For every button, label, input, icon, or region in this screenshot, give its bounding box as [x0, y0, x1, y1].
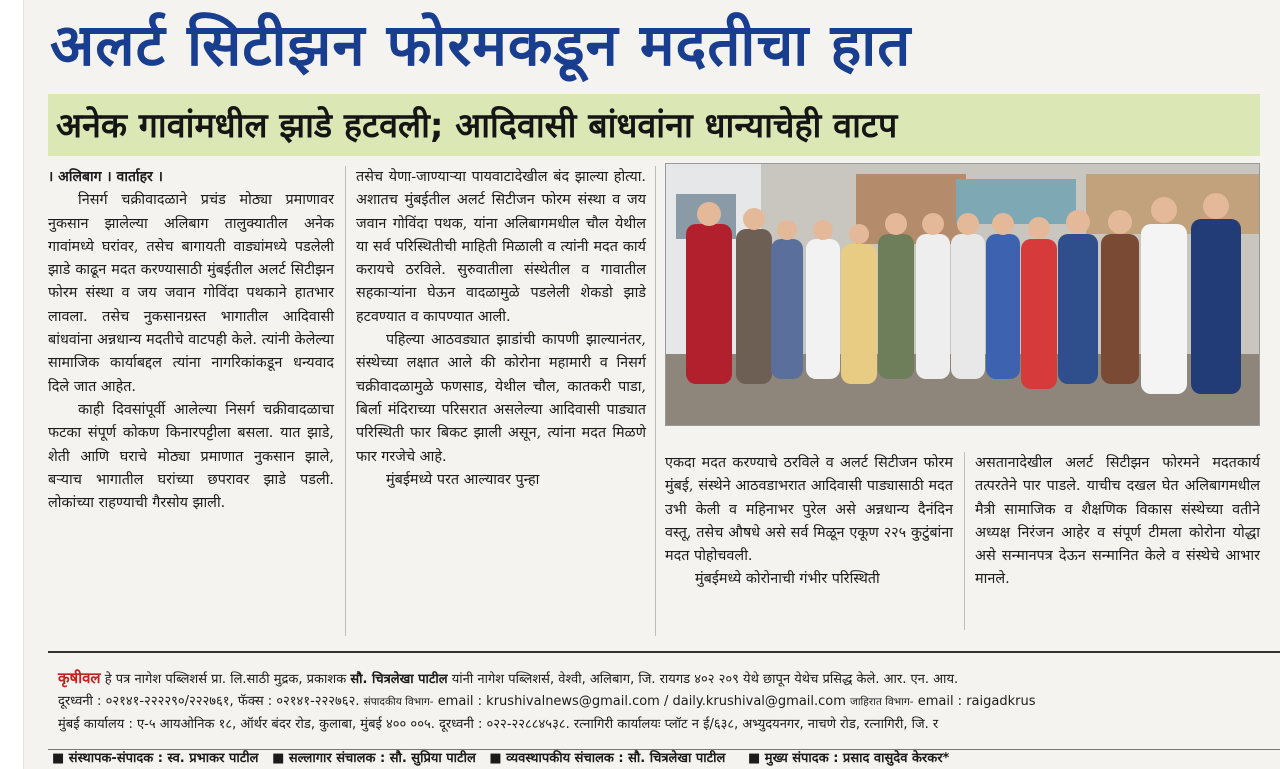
imprint-line-1	[58, 667, 958, 689]
paragraph: मुंबईमध्ये परत आल्यावर पुन्हा	[386, 471, 540, 488]
dept-label: संपादकीय विभाग-	[363, 696, 434, 708]
ads-label: जाहिरात विभाग-	[850, 696, 914, 708]
article-column-2	[356, 166, 646, 636]
group-photo	[665, 163, 1260, 426]
paragraph: तसेच येणा-जाण्याऱ्या पायवाटादेखील बंद झाल्या होत्या. अशातच मुंबईतील अलर्ट सिटीजन फोरम संस्था व जय जवान गोविंदा पथक, यांना अलिबागमधील चौल येथील या सर्व परिस्थितीची माहिती मिळाली व त्यांनी मदत कार्य करायचे ठरविले. सुरुवातीला संस्थेतील व गावातील सहकाऱ्यांना घेऊन वादळामुळे पडलेली शेकडो झाडे हटवण्यात व कापण्यात आली.	[356, 169, 646, 325]
imprint-text: यांनी नागेश पब्लिशर्स, वेश्वी, अलिबाग, जि. रायगड ४०२ २०९ येथे छापून येथेच प्रसिद्ध केले. आर. एन. आय.	[451, 672, 959, 687]
chief-editor: ■ मुख्य संपादक : प्रसाद वासुदेव केरकर*	[748, 751, 950, 766]
imprint-line-3: मुंबई कार्यालय : ए-५ आयओनिक १८, ऑर्थर बंदर रोड, कुलाबा, मुंबई ४०० ००५. दूरध्वनी : ०२२-२२८८४५३८. रत्नागिरी कार्यालयः प्लॉट न ई/६३८, अभ्युदयनगर, नाचणे रोड, रत्नागिरी, जि. र	[58, 717, 939, 732]
page-edge	[0, 0, 24, 769]
article-column-3	[665, 452, 953, 632]
paragraph: काही दिवसांपूर्वी आलेल्या निसर्ग चक्रीवादळाचा फटका संपूर्ण कोकण किनारपट्टीला बसला. यात झाडे, शेती आणि घराचे मोठ्या प्रमाणात नुकसान झाले, बऱ्याच भागातील घरांच्या छपरावर झाडे पडली. लोकांच्या राहण्याची गैरसोय झाली.	[48, 401, 334, 512]
headline: अलर्ट सिटीझन फोरमकडून मदतीचा हात	[50, 11, 912, 79]
article-column-4	[975, 452, 1260, 632]
managing-director: ■ व्यवस्थापकीय संचालक : सौ. चित्रलेखा पाटील	[489, 751, 726, 766]
editorial-email: email : krushivalnews@gmail.com / daily.krushival@gmail.com	[437, 694, 846, 709]
phone-info: दूरध्वनी : ०२१४१-२२२२९०/२२२७६१, फॅक्स : ०२१४१-२२२७६२.	[58, 694, 360, 709]
column-divider	[964, 452, 965, 630]
article-column-1	[48, 166, 334, 636]
dateline: । अलिबाग । वार्ताहर ।	[48, 169, 163, 185]
column-divider	[655, 166, 656, 636]
imprint-footer	[48, 651, 1280, 769]
imprint-line-2	[58, 691, 1035, 713]
imprint-line-4	[52, 748, 949, 769]
brand-logo: कृषीवल	[58, 669, 101, 687]
ads-email: email : raigadkrus	[917, 694, 1036, 709]
paragraph: पहिल्या आठवड्यात झाडांची कापणी झाल्यानंतर, संस्थेच्या लक्षात आले की कोरोना महामारी व निसर्ग चक्रीवादळामुळे फणसाड, येथील चौल, कातकरी पाडा, बिर्ला मंदिराच्या परिसरात असलेल्या आदिवासी पाड्यात परिस्थिती फार बिकट झाली असून, त्यांना मदत मिळणे फार गरजेचे आहे.	[356, 332, 646, 465]
subheadline: अनेक गावांमधील झाडे हटवली; आदिवासी बांधवांना धान्याचेही वाटप	[56, 106, 898, 146]
publisher-name: सौ. चित्रलेखा पाटील	[350, 672, 448, 687]
advisory-director: ■ सल्लागार संचालक : सौ. सुप्रिया पाटील	[272, 751, 476, 766]
paragraph: मुंबईमध्ये कोरोनाची गंभीर परिस्थिती	[695, 571, 880, 588]
paragraph: निसर्ग चक्रीवादळाने प्रचंड मोठ्या प्रमाणावर नुकसान झालेल्या अलिबाग तालुक्यातील अनेक गावांमध्ये घरांवर, तसेच बागायती वाड्यांमध्ये पडलेली झाडे काढून मदत करण्यासाठी मुंबईतील अलर्ट सिटीझन फोरम संस्था व जय जवान गोविंदा पथकाने हातभार लावला. तसेच नुकसानग्रस्त भागातील आदिवासी बांधवांना अन्नधान्य मदतीचे वाटपही केले. त्यांनी केलेल्या सामाजिक कार्याबद्दल त्यांना नागरिकांकडून धन्यवाद दिले जात आहेत.	[48, 192, 334, 395]
founder-editor: ■ संस्थापक-संपादक : स्व. प्रभाकर पाटील	[52, 751, 259, 766]
photo-illustration	[666, 164, 1260, 426]
imprint-text: हे पत्र नागेश पब्लिशर्स प्रा. लि.साठी मुद्रक, प्रकाशक	[104, 672, 347, 687]
paragraph: असतानादेखील अलर्ट सिटीझन फोरमने मदतकार्य तत्परतेने पार पाडले. याचीच दखल घेत अलिबागमधील मैत्री सामाजिक व शैक्षणिक विकास संस्थेच्या वतीने अध्यक्ष निरंजन आहेर व संपूर्ण टीमला कोरोना योद्धा असे सन्मानपत्र देऊन सन्मानित केले व संस्थेचे आभार मानले.	[975, 455, 1260, 588]
column-divider	[345, 166, 346, 636]
paragraph: एकदा मदत करण्याचे ठरविले व अलर्ट सिटीजन फोरम मुंबई, संस्थेने आठवडाभरात आदिवासी पाड्यासाठी मदत उभी केली व महिनाभर पुरेल असे अन्नधान्य दैनंदिन वस्तू, तसेच औषधे असे सर्व मिळून एकूण २२५ कुटुंबांना मदत पोहोचवली.	[665, 455, 953, 565]
